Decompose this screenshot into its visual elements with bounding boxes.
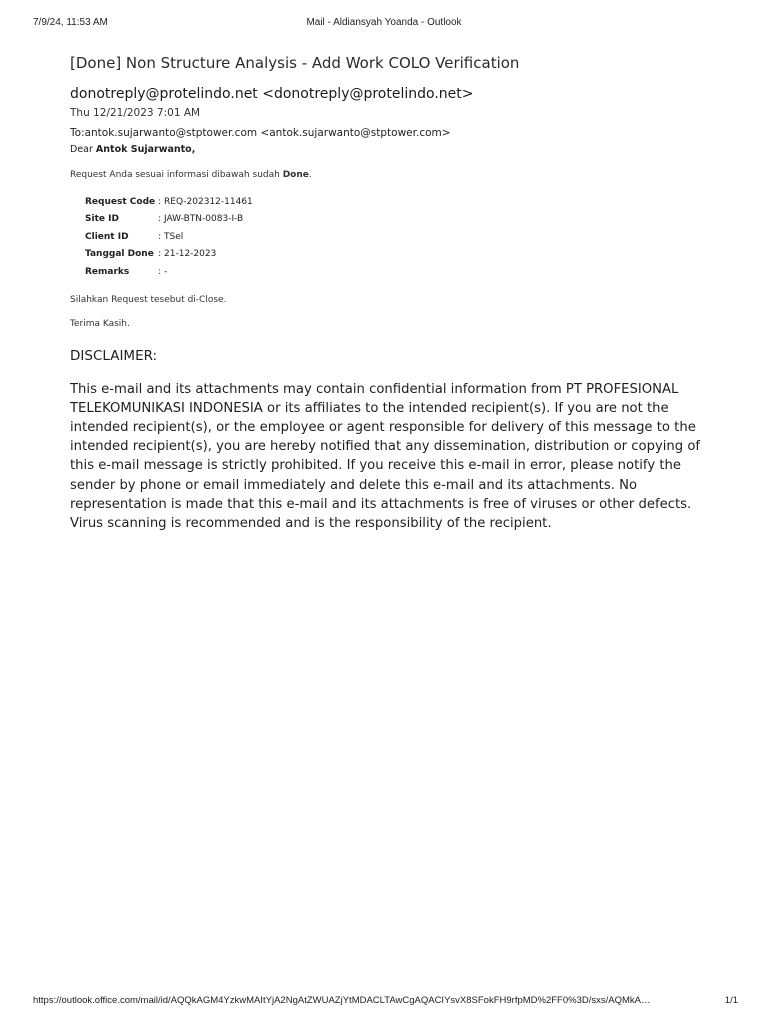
intro-status: Done: [282, 170, 309, 180]
detail-row: [85, 263, 255, 281]
detail-row: [85, 211, 255, 229]
email-sender: donotreply@protelindo.net <donotreply@protelindo.net>: [70, 86, 474, 102]
detail-value: : REQ-202312-11461: [158, 196, 253, 207]
print-page-title: Mail - Aldiansyah Yoanda - Outlook: [306, 17, 462, 28]
email-thanks: Terima Kasih.: [70, 318, 130, 329]
print-header: [33, 17, 735, 31]
detail-value: : JAW-BTN-0083-I-B: [158, 214, 244, 225]
detail-label: Tanggal Done: [85, 249, 154, 260]
print-footer: [33, 995, 738, 1009]
intro-suffix: .: [308, 170, 312, 180]
detail-label: Site ID: [85, 214, 119, 225]
print-datetime: 7/9/24, 11:53 AM: [33, 17, 108, 28]
email-subject: [Done] Non Structure Analysis - Add Work COLO Verification: [70, 54, 520, 72]
disclaimer-body: This e-mail and its attachments may contain confidential information from PT PROFESIONAL TELEKOMUNIKASI INDONESIA or its affiliates to the intended recipient(s). If you are not the intended recipient(s), or the employee or agent responsible for delivery of this message to the intended recipient(s), you are hereby notified that any dissemination, distribution or copying of this e-mail message is strictly prohibited. If you receive this e-mail in error, please notify the sender by phone or email immediately and delete this e-mail and its attachments. No representation is made that this e-mail and its attachments is free of viruses or other defects. Virus scanning is recommended and is the responsibility of the recipient.: [70, 381, 701, 531]
detail-value: : -: [158, 266, 168, 277]
email-closing: Silahkan Request tesebut di-Close.: [70, 294, 227, 305]
detail-value: : TSel: [158, 231, 184, 242]
detail-label: Remarks: [85, 266, 130, 277]
print-url: https://outlook.office.com/mail/id/AQQkAGM4YzkwMAItYjA2NgAtZWUAZjYtMDACLTAwCgAQACIYsvX8SFokFH9rfpMD%2FF0%3D/sxs/AQMkA…: [33, 995, 651, 1006]
detail-label: Request Code: [85, 196, 156, 207]
detail-row: [85, 228, 255, 246]
email-intro: [70, 168, 720, 182]
detail-value: : 21-12-2023: [158, 249, 217, 260]
greeting-prefix: Dear: [70, 144, 96, 155]
detail-row: [85, 193, 255, 211]
request-details-table: [85, 193, 255, 281]
email-date: Thu 12/21/2023 7:01 AM: [70, 107, 201, 119]
email-recipient: To:antok.sujarwanto@stptower.com <antok.sujarwanto@stptower.com>: [70, 127, 451, 139]
email-greeting: [70, 142, 720, 157]
detail-label: Client ID: [85, 231, 129, 242]
intro-prefix: Request Anda sesuai informasi dibawah sudah: [70, 170, 283, 180]
greeting-name: Antok Sujarwanto,: [95, 144, 196, 155]
detail-row: [85, 246, 255, 264]
disclaimer-title: DISCLAIMER:: [70, 347, 158, 364]
print-page-number: 1/1: [724, 995, 738, 1006]
email-message: [70, 52, 720, 533]
